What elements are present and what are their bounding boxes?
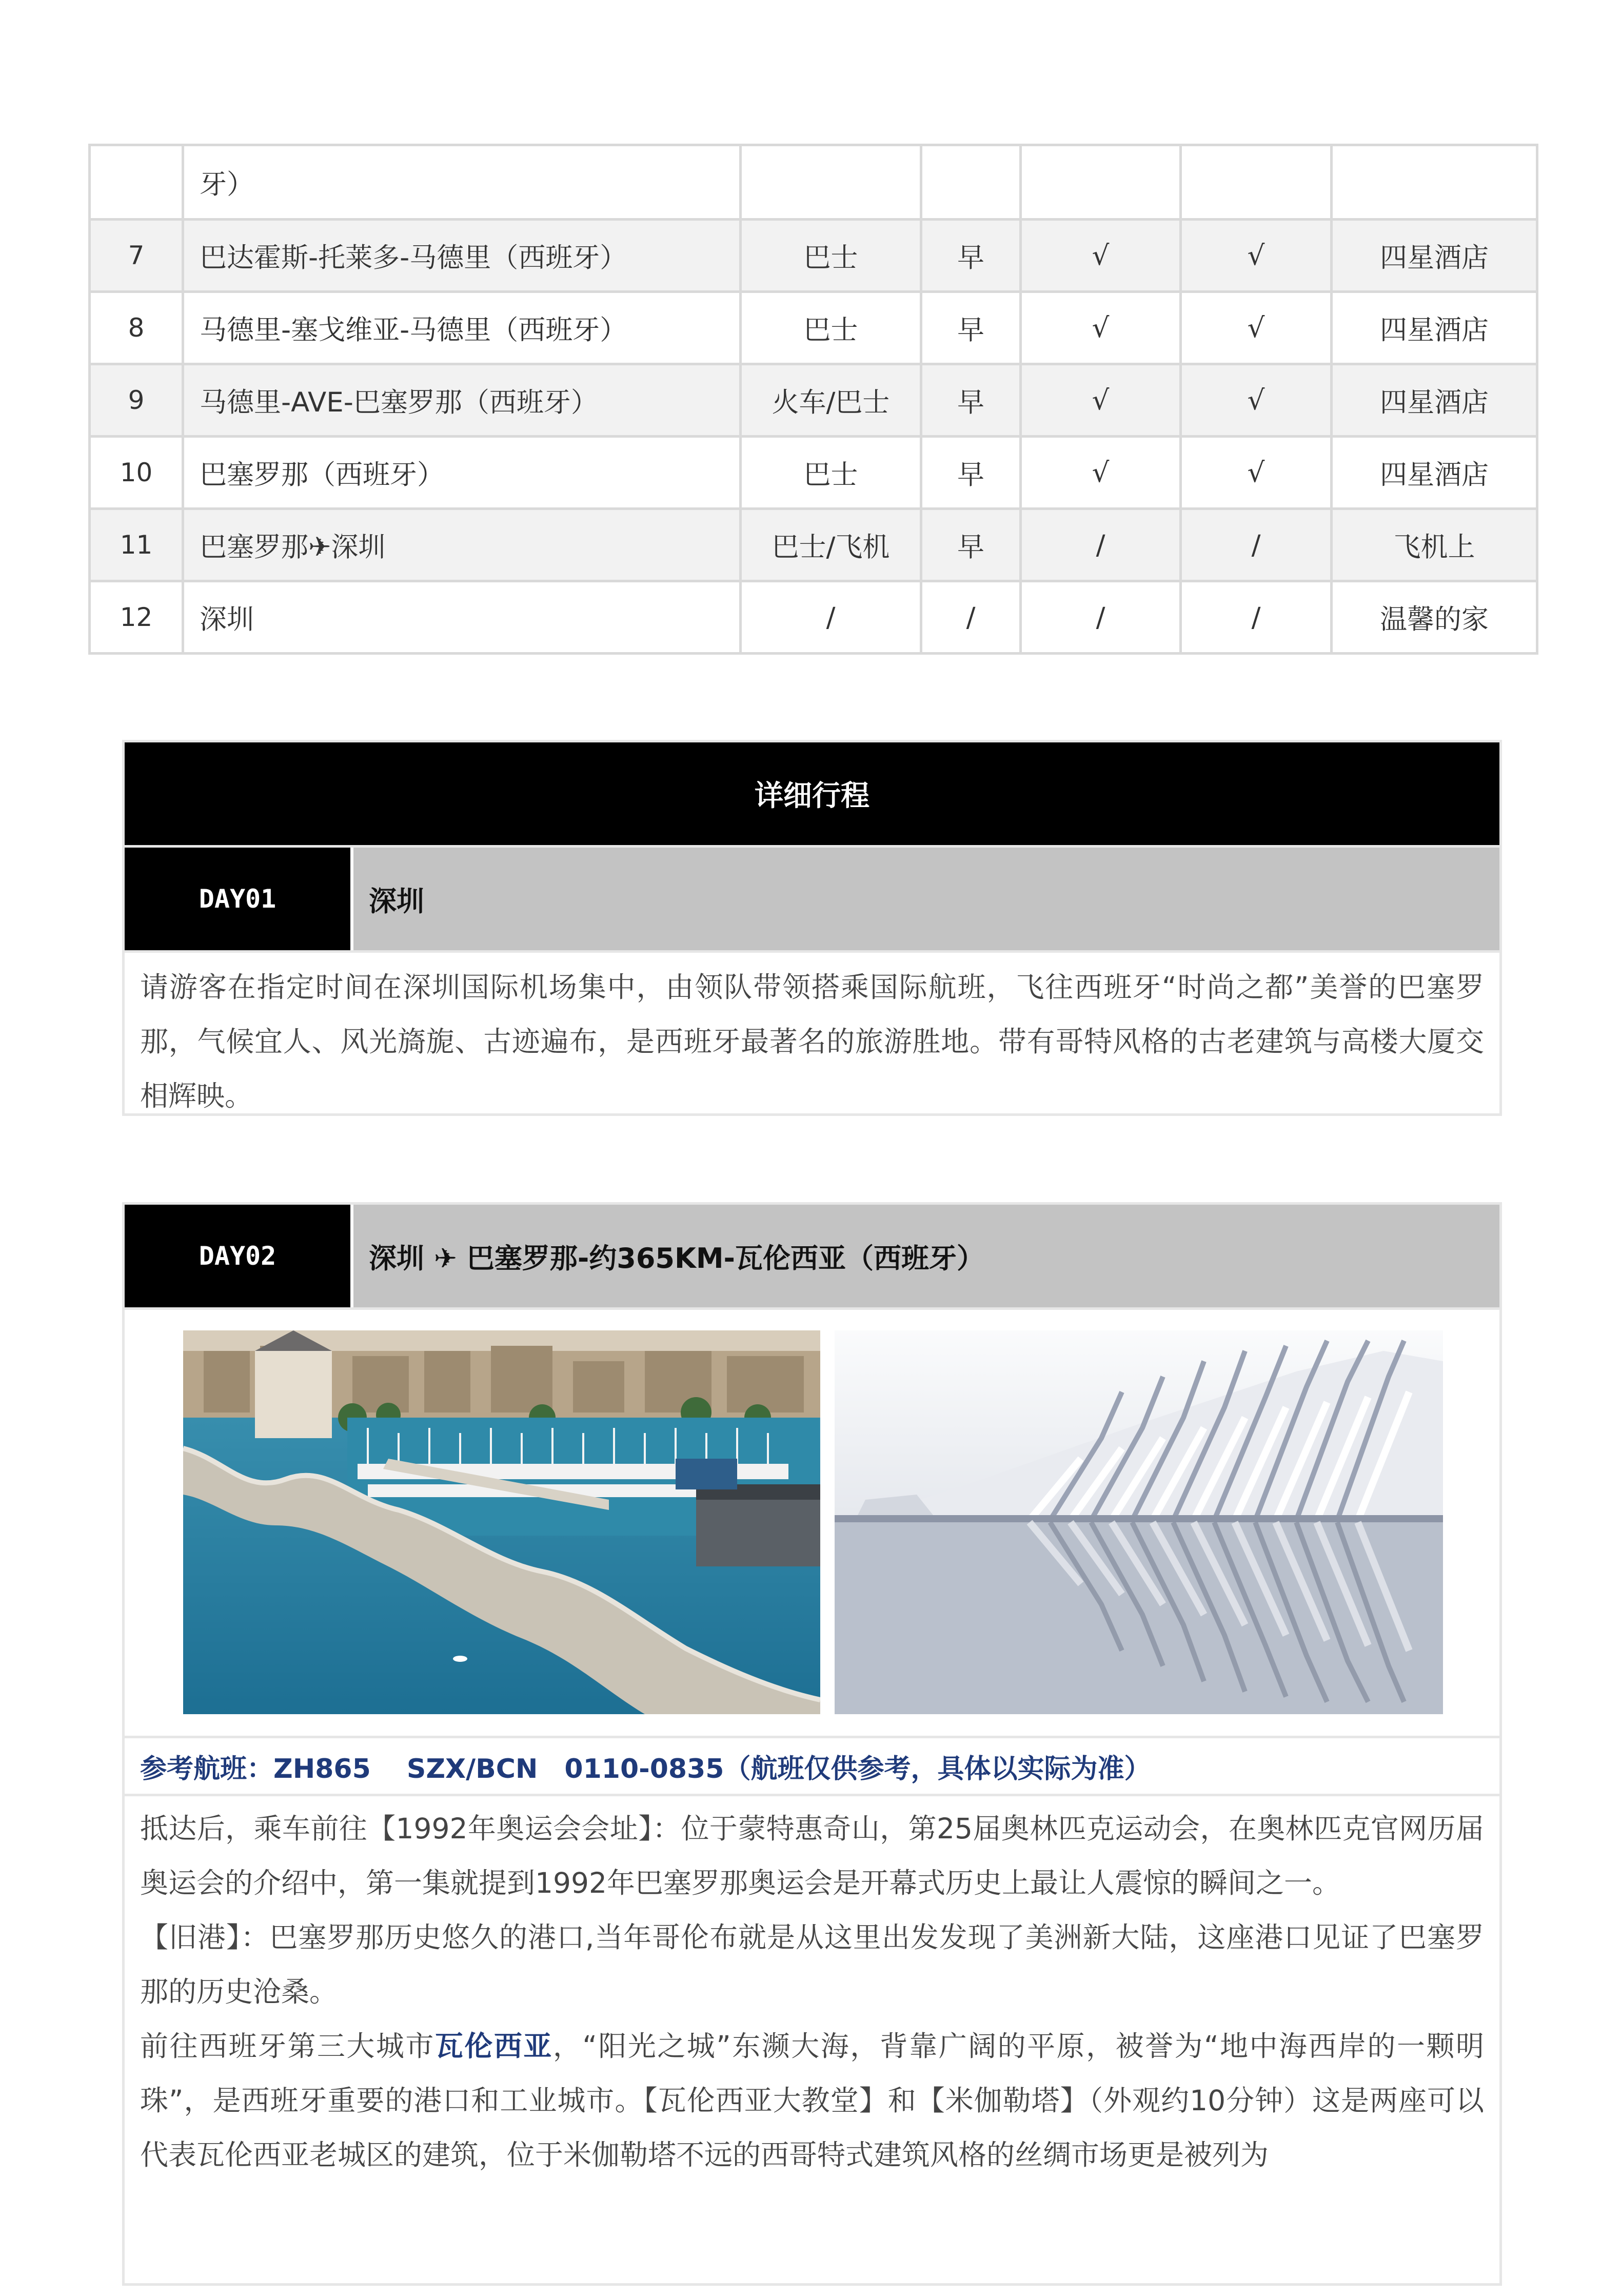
route-cell: 深圳 [183,581,741,654]
day-label: DAY02 [125,1205,350,1307]
day-description: 请游客在指定时间在深圳国际机场集中，由领队带领搭乘国际航班，飞往西班牙“时尚之都”美誉的巴塞罗那，气候宜人、风光旖旎、古迹遍布，是西班牙最著名的旅游胜地。带有哥特风格的古老建筑与高楼大厦交相辉映。 [125,950,1499,1132]
route-cell: 巴塞罗那✈深圳 [183,509,741,581]
table-row [90,364,1537,437]
dinner-cell: / [1181,581,1332,654]
transport-cell [741,145,921,220]
transport-cell: 巴士/飞机 [741,509,921,581]
lunch-cell: √ [1021,220,1181,292]
detail-title: 详细行程 [125,742,1499,845]
lunch-cell [1021,145,1181,220]
paragraph-valencia [140,2019,1484,2182]
day-cell: 11 [90,509,183,581]
hotel-cell: 飞机上 [1332,509,1537,581]
text: 前往西班牙第三大城市 [140,2030,435,2063]
day-cell [90,145,183,220]
table-row [90,220,1537,292]
route-cell: 巴塞罗那（西班牙） [183,437,741,509]
breakfast-cell: 早 [921,509,1021,581]
detail-day01-block [122,740,1502,1116]
detail-day02-block [122,1202,1502,2286]
day-cell: 9 [90,364,183,437]
route-cell: 巴达霍斯-托莱多-马德里（西班牙） [183,220,741,292]
day-cell: 10 [90,437,183,509]
day02-header [125,1205,1499,1307]
transport-cell: / [741,581,921,654]
transport-cell: 巴士 [741,292,921,364]
dinner-cell [1181,145,1332,220]
hotel-cell: 四星酒店 [1332,364,1537,437]
table-row [90,292,1537,364]
day01-header [125,845,1499,950]
hotel-cell [1332,145,1537,220]
day-cell: 7 [90,220,183,292]
breakfast-cell: 早 [921,437,1021,509]
dinner-cell: / [1181,509,1332,581]
breakfast-cell: / [921,581,1021,654]
lunch-cell: √ [1021,364,1181,437]
dinner-cell: √ [1181,292,1332,364]
hotel-cell: 温馨的家 [1332,581,1537,654]
day-label: DAY01 [125,848,350,950]
table-row [90,437,1537,509]
day-cell: 8 [90,292,183,364]
hotel-cell: 四星酒店 [1332,437,1537,509]
lunch-cell: √ [1021,437,1181,509]
lunch-cell: √ [1021,292,1181,364]
transport-cell: 火车/巴士 [741,364,921,437]
table-row [90,509,1537,581]
breakfast-cell [921,145,1021,220]
breakfast-cell: 早 [921,292,1021,364]
transport-cell: 巴士 [741,220,921,292]
text: ，“阳光之城”东濒大海，背靠广阔的平原，被誉为“地中海西岸的一颗明珠”，是西班牙重要的港口和工业城市。【瓦伦西亚大教堂】和【米伽勒塔】（外观约10分钟）这是两座可以代表瓦伦西亚老城区的建筑，位于米伽勒塔不远的西哥特式建筑风格的丝绸市场更是被列为 [140,2030,1484,2171]
itinerary-table [88,144,1538,655]
route-cell: 牙） [183,145,741,220]
dinner-cell: √ [1181,437,1332,509]
table-row [90,581,1537,654]
route-cell: 马德里-塞戈维亚-马德里（西班牙） [183,292,741,364]
breakfast-cell: 早 [921,220,1021,292]
transport-cell: 巴士 [741,437,921,509]
breakfast-cell: 早 [921,364,1021,437]
paragraph-old-port: 【旧港】：巴塞罗那历史悠久的港口,当年哥伦布就是从这里出发发现了美洲新大陆，这座港口见证了巴塞罗那的历史沧桑。 [140,1921,1484,2008]
paragraph-olympic-site: 抵达后，乘车前往【1992年奥运会会址】：位于蒙特惠奇山，第25届奥林匹克运动会，在奥林匹克官网历届奥运会的介绍中，第一集就提到1992年巴塞罗那奥运会是开幕式历史上最让人震惊的瞬间之一。 [140,1812,1484,1899]
barcelona-harbor-photo [183,1330,820,1714]
day02-description [125,1794,1499,2191]
day-title: 深圳 ✈ 巴塞罗那-约365KM-瓦伦西亚（西班牙） [350,1205,1499,1307]
highlight-valencia: 瓦伦西亚 [434,2030,553,2063]
reference-flight: 参考航班：ZH865 SZX/BCN 0110-0835（航班仅供参考，具体以实际为准） [125,1736,1499,1794]
dinner-cell: √ [1181,220,1332,292]
hotel-cell: 四星酒店 [1332,220,1537,292]
route-cell: 马德里-AVE-巴塞罗那（西班牙） [183,364,741,437]
table-row [90,145,1537,220]
day-title: 深圳 [350,848,1499,950]
lunch-cell: / [1021,509,1181,581]
valencia-science-museum-photo [835,1330,1443,1714]
day-cell: 12 [90,581,183,654]
hotel-cell: 四星酒店 [1332,292,1537,364]
photo-row [125,1307,1499,1736]
dinner-cell: √ [1181,364,1332,437]
lunch-cell: / [1021,581,1181,654]
